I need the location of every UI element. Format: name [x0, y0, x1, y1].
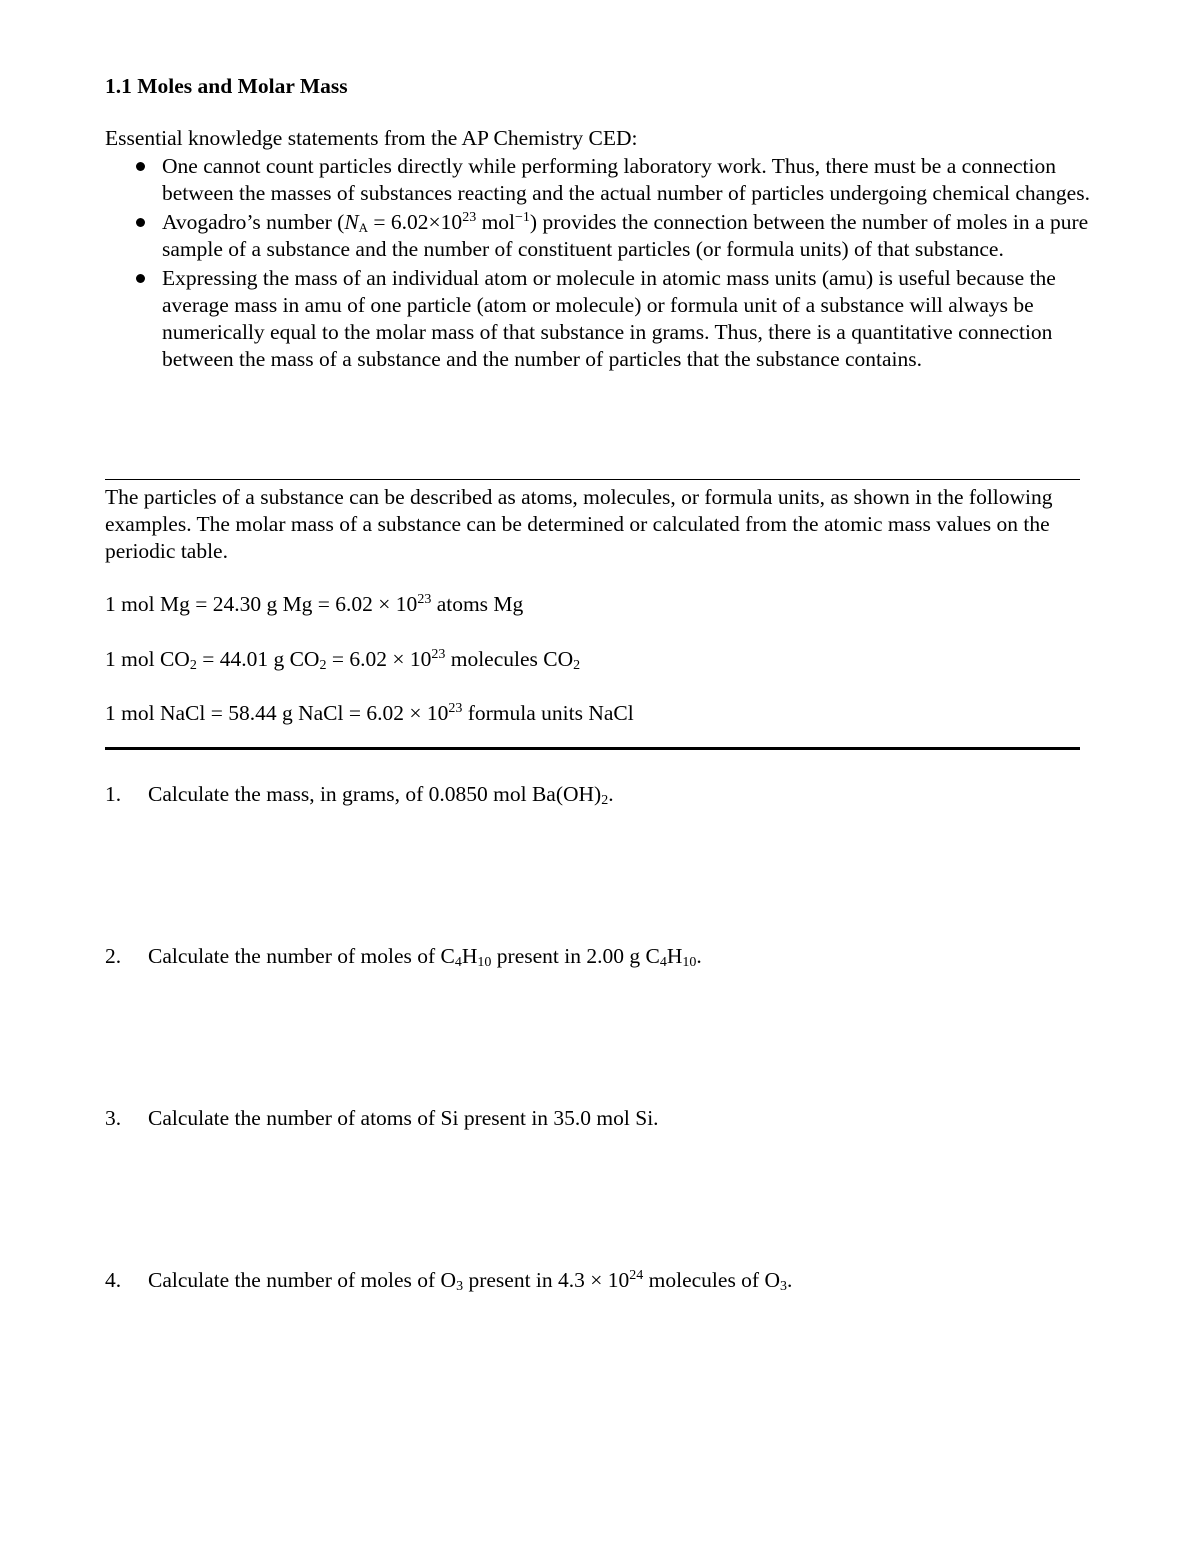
list-item	[130, 153, 1095, 207]
explanation-paragraph: The particles of a substance can be described as atoms, molecules, or formula units, as shown in the following examples. The molar mass of a substance can be determined or calculated from the atomic mass values on the periodic table.	[105, 485, 1053, 563]
question-2: 2. Calculate the number of moles of $C_4H_{10}$ present in 2.00 g $C_4H_{10}$.	[105, 944, 702, 970]
question-4: 4. Calculate the number of moles of $O_3$ present in $4.3 \times 10^{24}$ molecules of $O_3$.	[105, 1268, 793, 1294]
bullet-icon	[136, 218, 145, 227]
equation-nacl: 1 mol NaCl = 58.44 g NaCl = $6.02 \times 10^{23}$ formula units NaCl	[105, 701, 634, 725]
question-number: 4.	[105, 1268, 122, 1292]
intro-text: Essential knowledge statements from the AP Chemistry CED:	[105, 126, 638, 150]
page-title: 1.1 Moles and Molar Mass	[105, 74, 348, 98]
bullet-text: Expressing the mass of an individual atom or molecule in atomic mass units (amu) is useful because the average mass in amu of one particle (atom or molecule) or formula unit of a substance will always be numerically equal to the molar mass of that substance in grams. Thus, there is a quantitative connection between the mass of a substance and the number of particles that the substance contains.	[162, 266, 1056, 371]
section-divider-thick	[105, 747, 1080, 750]
section-divider	[105, 479, 1080, 480]
bullet-icon	[136, 162, 145, 171]
equation-co2: 1 mol $CO_2 = 44.01$ g $CO_2 = 6.02 \times 10^{23}$ molecules $CO_2$	[105, 647, 581, 673]
question-number: 1.	[105, 782, 122, 806]
equation-mg: 1 mol Mg = 24.30 g $Mg = 6.02 \times 10^{23}$ atoms Mg	[105, 592, 524, 616]
question-3: 3. Calculate the number of atoms of Si present in 35.0 mol Si.	[105, 1106, 659, 1130]
bullet-text: One cannot count particles directly while performing laboratory work. Thus, there must be a connection between the masses of substances reacting and the actual number of particles undergoing chemical changes.	[162, 154, 1090, 205]
question-number: 3.	[105, 1106, 122, 1130]
bullet-icon	[136, 274, 145, 283]
bullet-text: Avogadro’s number ($N_A = 6.02\times 10^{23}$ mol$^{-1}$) provides the connection between the number of moles in a pure sample of a substance and the number of constituent particles (or formula units) of that substance.	[162, 210, 1089, 261]
question-number: 2.	[105, 944, 122, 968]
essential-knowledge-list	[130, 153, 1095, 375]
question-1: 1. Calculate the mass, in grams, of 0.0850 mol $Ba(OH)_2$.	[105, 782, 614, 808]
list-item	[130, 265, 1095, 373]
list-item	[130, 209, 1095, 263]
